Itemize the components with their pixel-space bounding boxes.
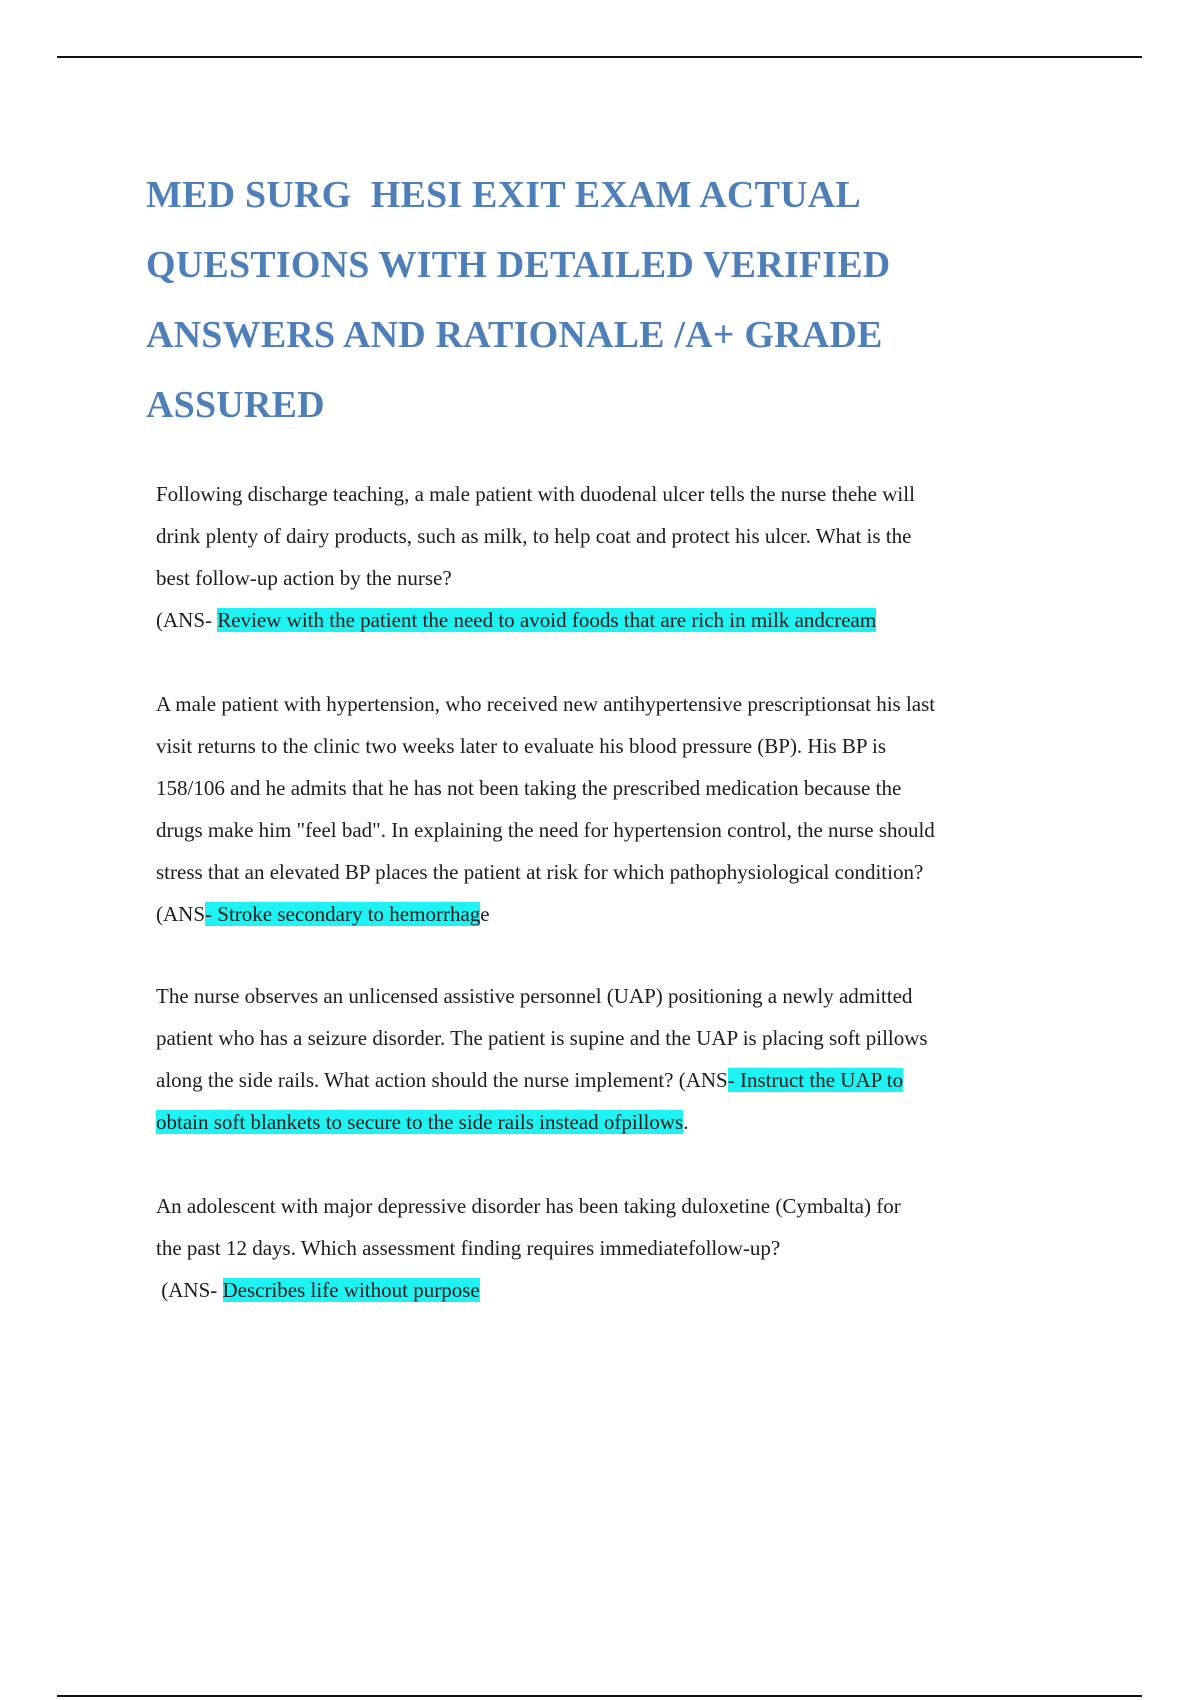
title-line: MED SURG HESI EXIT EXAM ACTUAL	[146, 174, 861, 216]
question-block-3	[156, 975, 1056, 1143]
question-line: best follow-up action by the nurse?	[156, 566, 452, 590]
question-line: 158/106 and he admits that he has not been taking the prescribed medication because the	[156, 776, 902, 800]
answer-line	[156, 1101, 1056, 1143]
footer-rule	[57, 1695, 1142, 1697]
question-line: patient who has a seizure disorder. The patient is supine and the UAP is placing soft pillows	[156, 1026, 928, 1050]
question-line: A male patient with hypertension, who received new antihypertensive prescriptionsat his last	[156, 692, 936, 716]
question-line: drink plenty of dairy products, such as milk, to help coat and protect his ulcer. What is the	[156, 524, 912, 548]
answer-prefix: (ANS-	[156, 1278, 223, 1302]
highlighted-answer: - Stroke secondary to hemorrhag	[205, 902, 481, 926]
title-line: QUESTIONS WITH DETAILED VERIFIED	[146, 244, 891, 286]
answer-prefix: (ANS-	[156, 608, 218, 632]
answer-line	[156, 1059, 1056, 1101]
answer-line	[156, 599, 1056, 641]
question-line: Following discharge teaching, a male patient with duodenal ulcer tells the nurse thehe will	[156, 482, 915, 506]
question-line: stress that an elevated BP places the patient at risk for which pathophysiological condition?	[156, 860, 924, 884]
highlighted-answer: Describes life without purpose	[222, 1278, 480, 1302]
answer-line	[156, 893, 1056, 935]
answer-suffix: e	[480, 902, 490, 926]
answer-prefix: (ANS	[156, 902, 206, 926]
highlighted-answer: Review with the patient the need to avoid foods that are rich in milk andcream	[217, 608, 877, 632]
title-line: ASSURED	[146, 384, 325, 426]
highlighted-answer: obtain soft blankets to secure to the side rails instead ofpillows	[156, 1110, 684, 1134]
document-title	[146, 160, 1146, 440]
question-block-1	[156, 473, 1056, 641]
answer-line	[156, 1269, 1056, 1311]
question-line: visit returns to the clinic two weeks later to evaluate his blood pressure (BP). His BP is	[156, 734, 887, 758]
question-line: The nurse observes an unlicensed assistive personnel (UAP) positioning a newly admitted	[156, 984, 913, 1008]
question-line: drugs make him "feel bad". In explaining the need for hypertension control, the nurse should	[156, 818, 935, 842]
answer-suffix: .	[683, 1110, 689, 1134]
question-line: the past 12 days. Which assessment finding requires immediatefollow-up?	[156, 1236, 781, 1260]
question-line: An adolescent with major depressive disorder has been taking duloxetine (Cymbalta) for	[156, 1194, 901, 1218]
title-line: ANSWERS AND RATIONALE /A+ GRADE	[146, 314, 883, 356]
highlighted-answer: - Instruct the UAP to	[727, 1068, 904, 1092]
header-rule	[57, 56, 1142, 58]
question-block-4	[156, 1185, 1056, 1311]
question-block-2	[156, 683, 1056, 935]
answer-prefix: along the side rails. What action should the nurse implement? (ANS	[156, 1068, 728, 1092]
